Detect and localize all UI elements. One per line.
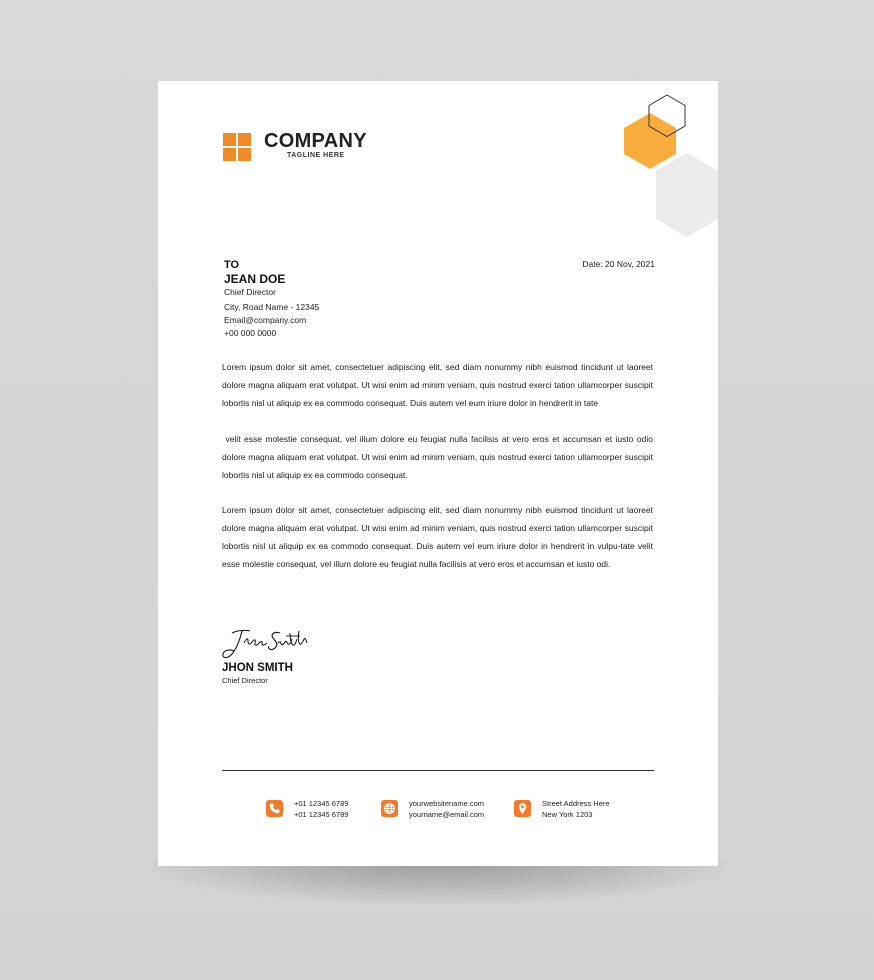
recipient-address: City, Road Name - 12345	[224, 302, 320, 312]
company-name: COMPANY	[264, 130, 367, 152]
handwritten-signature	[220, 625, 310, 661]
location-pin-icon	[514, 800, 531, 817]
footer-street: Street Address Here	[542, 799, 610, 808]
footer-phone-2: +01 12345 6789	[294, 809, 349, 819]
globe-icon	[381, 800, 398, 817]
phone-icon	[266, 800, 283, 817]
signer-name: JHON SMITH	[222, 662, 293, 674]
paper-shadow	[150, 860, 726, 904]
footer-website: yourwebsitename.com	[409, 799, 485, 808]
body-paragraph-2: velit esse molestie consequat, vel illum dolore eu feugiat nulla facilisis at vero eros et accumsan et iusto odio dolore magna aliquam erat volutpat. Ut wisi enim ad minim veniam, quis nostrud exerci tation ullamcorper suscipit lobortis nisl ut aliquip ex ea commodo consequat.	[222, 434, 656, 480]
hexagon-decoration	[158, 81, 718, 251]
recipient-title: Chief Director	[224, 287, 276, 297]
to-label: TO	[224, 259, 240, 271]
body-paragraph-3: Lorem ipsum dolor sit amet, consectetuer adipiscing elit, sed diam nonummy nibh euismod tincidunt ut laoreet dolore magna aliquam erat volutpat. Ut wisi enim ad minim veniam, quis nostrud exerci tation ullamcorper suscipit lobortis nisl ut aliquip ex ea commodo consequat. Duis autem vel eum iriure dolor in hendrerit in vulpu-tate velit esse molestie consequat, vel illum dolore eu feugiat nulla facilisis at vero eros et accumsan et iusto odi.	[222, 505, 653, 569]
recipient-phone: +00 000 0000	[224, 328, 277, 338]
footer-phone-1: +01 12345 6789	[294, 799, 349, 808]
company-tagline: TAGLINE HERE	[287, 152, 345, 159]
recipient-email: Email@company.com	[224, 315, 307, 325]
letter-date: Date: 20 Nov, 2021	[582, 259, 655, 269]
footer-email: yourname@email.com	[409, 809, 485, 819]
footer-city: New York 1203	[542, 809, 593, 819]
letterhead-page	[158, 81, 718, 866]
signer-title: Chief Director	[222, 676, 268, 685]
company-logo-icon	[223, 133, 251, 161]
body-paragraph-1: Lorem ipsum dolor sit amet, consectetuer adipiscing elit, sed diam nonummy nibh euismod tincidunt ut laoreet dolore magna aliquam erat volutpat. Ut wisi enim ad minim veniam, quis nostrud exerci tation ullamcorper suscipit lobortis nisl ut aliquip ex ea commodo consequat. Duis autem vel eum iriure dolor in hendrerit in tate	[222, 362, 653, 408]
recipient-name: JEAN DOE	[224, 272, 286, 286]
footer-divider	[222, 770, 654, 771]
